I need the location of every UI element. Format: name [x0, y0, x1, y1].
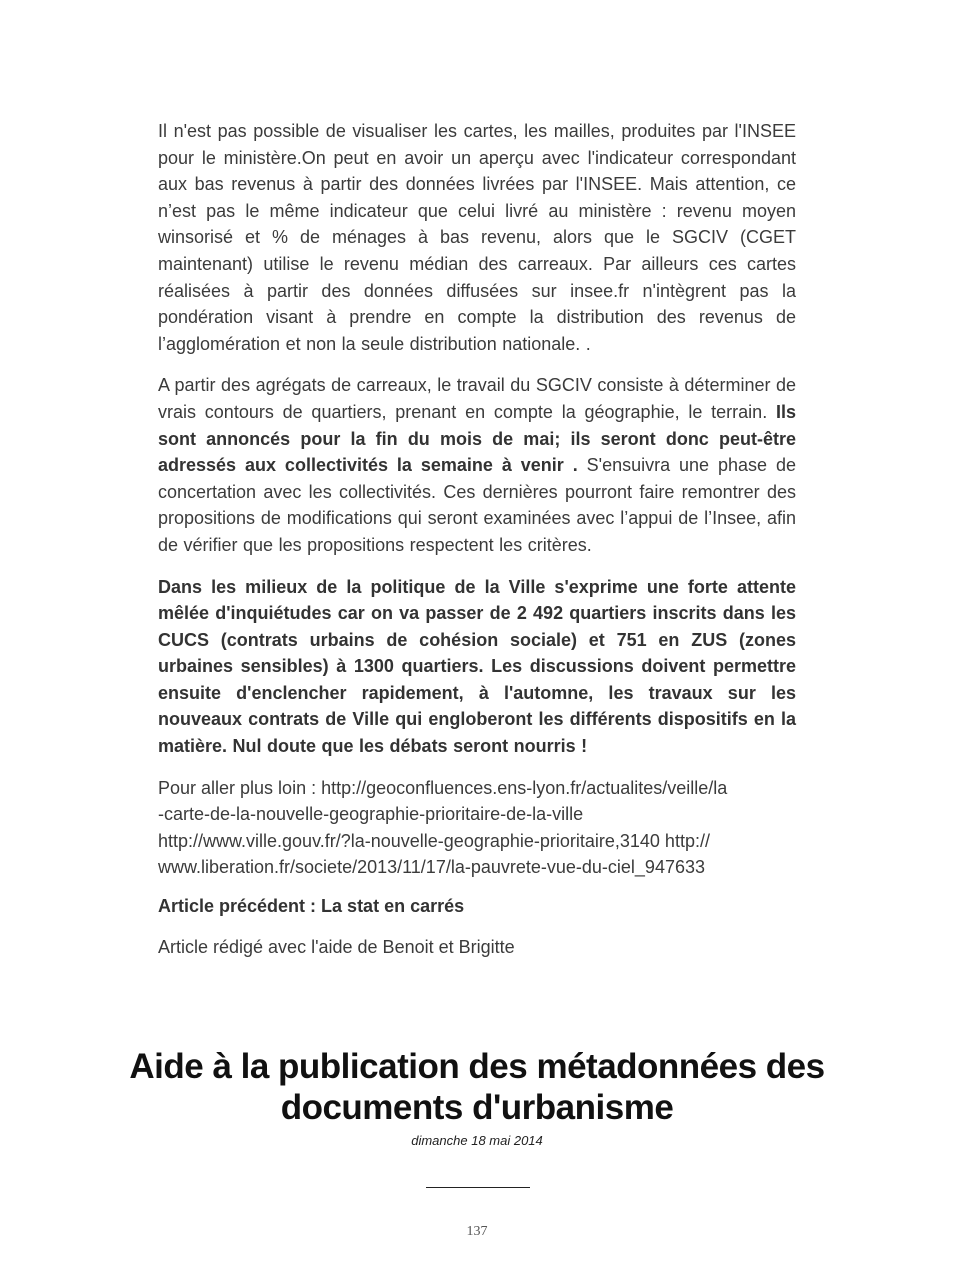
paragraph-2 [158, 372, 796, 558]
next-article-title: Aide à la publication des métadonnées des documents d'urbanisme [129, 1047, 825, 1127]
next-article-date: dimanche 18 mai 2014 [411, 1133, 543, 1148]
paragraph-1: Il n'est pas possible de visualiser les cartes, les mailles, produites par l'INSEE pour le ministère.On peut en avoir un aperçu avec l'indicateur correspondant aux bas revenus à partir des données livrées par l'INSEE. Mais attention, ce n’est pas le même indicateur que celui livré au ministère : revenu moyen winsorisé et % de ménages à bas revenu, alors que le SGCIV (CGET maintenant) utilise le revenu médian des carreaux. Par ailleurs ces cartes réalisées à partir des données diffusées sur insee.fr n'intègrent pas la pondération visant à prendre en compte la distribution des revenus de l’agglomération et non la seule distribution nationale. . [158, 121, 796, 354]
link-line-4[interactable]: www.liberation.fr/societe/2013/11/17/la-pauvrete-vue-du-ciel_947633 [158, 857, 705, 878]
link-line-2[interactable]: -carte-de-la-nouvelle-geographie-prioritaire-de-la-ville [158, 804, 584, 825]
further-reading-links [158, 775, 796, 881]
paragraph-2-end: S'ensuivra une phase de concertation avec les collectivités. Ces dernières pourront faire remontrer des propositions de modifications qui seront examinées avec l’appui de l’Insee, afin de vérifier que les propositions respectent les critères. [158, 455, 796, 555]
paragraph-2-bold: Ils sont annoncés pour la fin du mois de mai; ils seront donc peut-être adressés aux collectivités la semaine à venir . [158, 401, 796, 476]
paragraph-3-bold: Dans les milieux de la politique de la Ville s'exprime une forte attente mêlée d'inquiétudes car on va passer de 2 492 quartiers inscrits dans les CUCS (contrats urbains de cohésion sociale) et 751 en ZUS (zones urbaines sensibles) à 1300 quartiers. Les discussions doivent permettre ensuite d'enclencher rapidement, à l'automne, les travaux sur les nouveaux contrats de Ville qui engloberont les différents dispositifs en la matière. Nul doute que les débats seront nourris ! [158, 576, 796, 757]
paragraph-2-start: A partir des agrégats de carreaux, le travail du SGCIV consiste à déterminer de vrais contours de quartiers, prenant en compte la géographie, le terrain. [158, 375, 796, 422]
separator-rule [426, 1187, 530, 1188]
page-number: 137 [466, 1224, 488, 1239]
link-line-3[interactable]: http://www.ville.gouv.fr/?la-nouvelle-geographie-prioritaire,3140 http:// [158, 830, 710, 851]
article-credit: Article rédigé avec l'aide de Benoit et Brigitte [158, 937, 515, 958]
link-line-1[interactable]: Pour aller plus loin : http://geoconfluences.ens-lyon.fr/actualites/veille/la [158, 777, 728, 798]
article-body [158, 118, 796, 958]
previous-article: Article précédent : La stat en carrés [158, 896, 465, 917]
